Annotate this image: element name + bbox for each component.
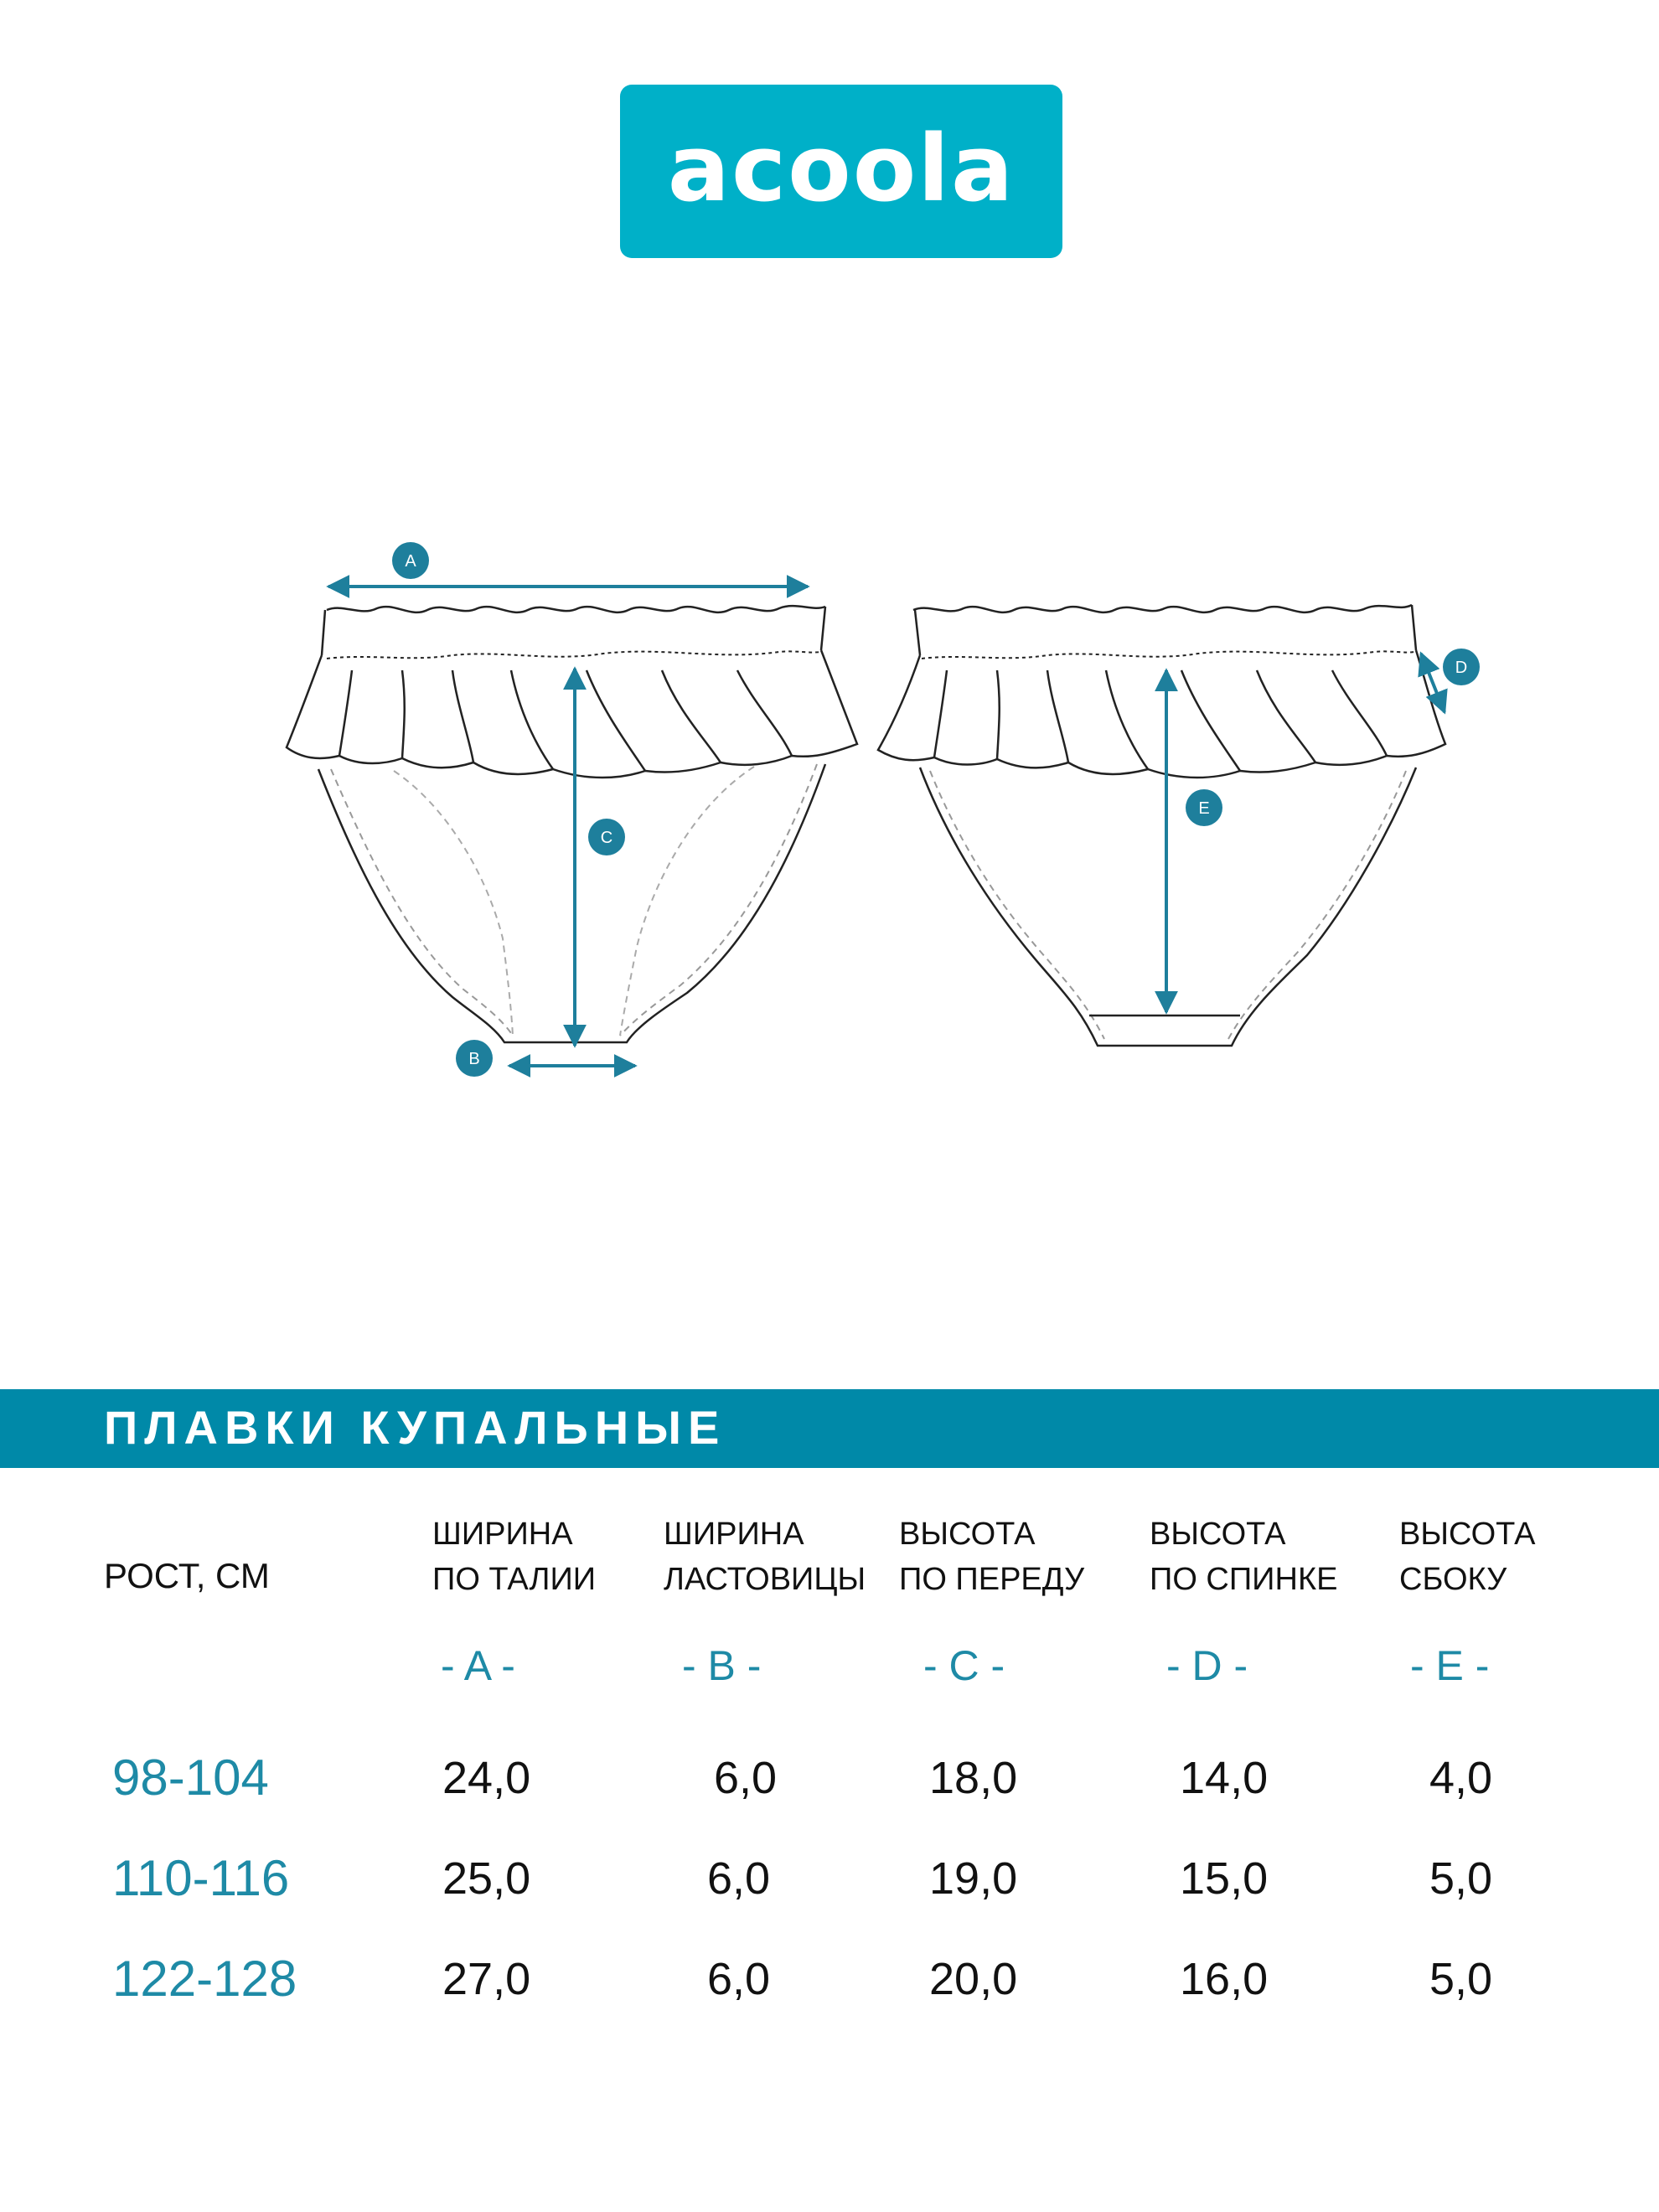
row-value: 6,0: [714, 1753, 778, 1803]
row-value: 5,0: [1429, 1853, 1493, 1904]
column-e-line2: СБОКУ: [1399, 1562, 1507, 1597]
column-d-line1: ВЫСОТА: [1150, 1517, 1286, 1552]
row-size: 110-116: [112, 1850, 290, 1906]
product-title: ПЛАВКИ КУПАЛЬНЫЕ: [104, 1401, 726, 1454]
row-value: 14,0: [1180, 1753, 1269, 1803]
row-value: 24,0: [442, 1753, 531, 1803]
row-size: 122-128: [112, 1951, 297, 2007]
row-value: 15,0: [1180, 1853, 1269, 1904]
row-value: 18,0: [929, 1753, 1018, 1803]
garment-drawing: [0, 503, 1659, 1140]
column-e-line1: ВЫСОТА: [1399, 1517, 1536, 1552]
column-b-line1: ШИРИНА: [664, 1517, 804, 1552]
column-letter-d: - D -: [1166, 1642, 1248, 1689]
row-value: 5,0: [1429, 1954, 1493, 2004]
title-banner: [0, 1389, 1659, 1468]
column-header-a: [432, 1512, 596, 1602]
row-value: 27,0: [442, 1954, 531, 2004]
column-d-line2: ПО СПИНКЕ: [1150, 1562, 1338, 1597]
column-a-line2: ПО ТАЛИИ: [432, 1562, 597, 1597]
front-view: [287, 606, 857, 1042]
row-value: 25,0: [442, 1853, 531, 1904]
column-b-line2: ЛАСТОВИЦЫ: [664, 1562, 866, 1597]
label-b: B: [468, 1050, 480, 1068]
row-value: 6,0: [707, 1853, 771, 1904]
column-c-line2: ПО ПЕРЕДУ: [899, 1562, 1085, 1597]
column-header-e: [1399, 1512, 1535, 1602]
brand-logo-text: acoola: [667, 114, 1016, 222]
height-header: [104, 1553, 270, 1599]
label-c: C: [600, 829, 613, 847]
column-a-line1: ШИРИНА: [432, 1517, 573, 1552]
column-letter-c: - C -: [923, 1642, 1005, 1689]
column-letter-b: - B -: [682, 1642, 762, 1689]
column-c-line1: ВЫСОТА: [899, 1517, 1036, 1552]
row-value: 20,0: [929, 1954, 1018, 2004]
label-e: E: [1198, 799, 1210, 818]
measurement-labels: [392, 542, 1480, 1077]
row-size: 98-104: [112, 1749, 269, 1806]
column-header-d: [1150, 1512, 1337, 1602]
back-view: [878, 605, 1445, 1046]
label-d: D: [1455, 659, 1468, 677]
column-letter-e: - E -: [1410, 1642, 1490, 1689]
height-header-label: РОСТ, СМ: [104, 1556, 270, 1595]
column-header-c: [899, 1512, 1084, 1602]
row-value: 6,0: [707, 1954, 771, 2004]
measurement-arrows: [328, 587, 1445, 1066]
column-header-b: [664, 1512, 866, 1602]
row-value: 16,0: [1180, 1954, 1269, 2004]
column-letter-a: - A -: [441, 1642, 515, 1689]
row-value: 19,0: [929, 1853, 1018, 1904]
brand-logo: [620, 85, 1062, 258]
row-value: 4,0: [1429, 1753, 1493, 1803]
label-a: A: [405, 552, 416, 571]
